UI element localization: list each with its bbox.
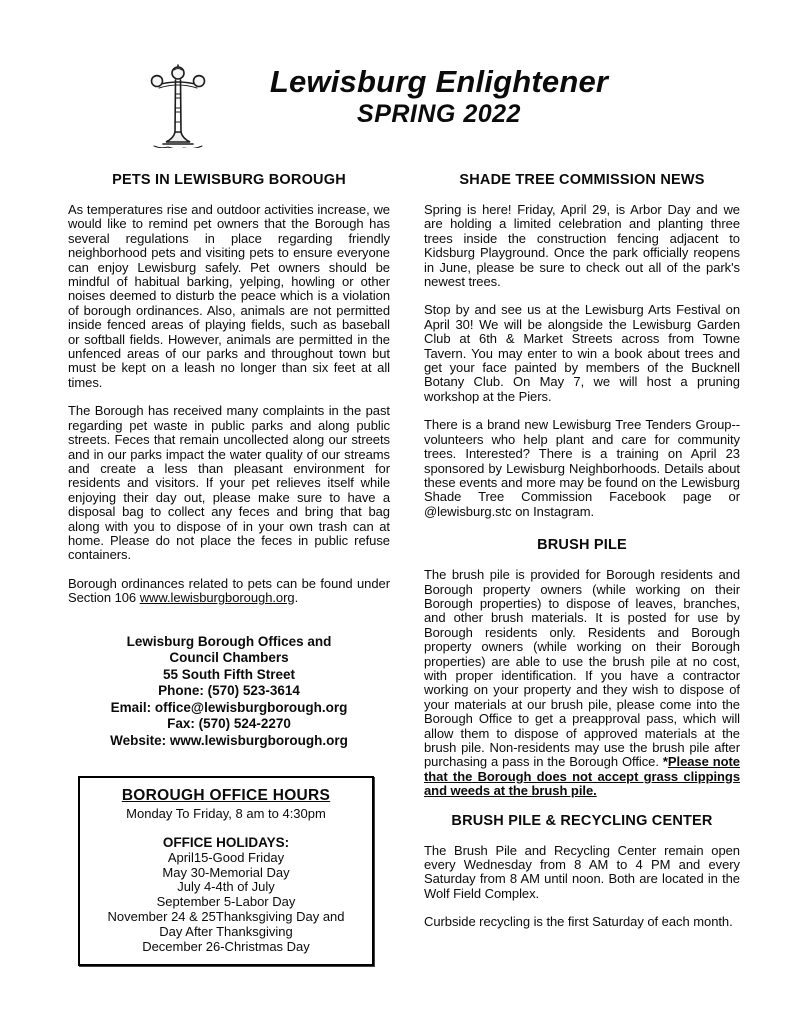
brush-pile-heading: BRUSH PILE [537, 537, 627, 554]
contact-line-fax: Fax: (570) 524-2270 [167, 716, 291, 732]
contact-line-chambers: Council Chambers [169, 650, 289, 666]
spacer [84, 822, 368, 835]
contact-line-offices: Lewisburg Borough Offices and [126, 633, 332, 649]
holiday-item: Day After Thanksgiving [159, 923, 293, 939]
holiday-item: November 24 & 25Thanksgiving Day and [107, 909, 345, 925]
office-hours-heading: BOROUGH OFFICE HOURS [121, 787, 331, 805]
borough-contact-block [68, 634, 390, 750]
recycling-paragraph-1: The Brush Pile and Recycling Center remain open every Wednesday from 8 AM to 4 PM and every Saturday from 8 AM until noon. Both are located in the Wolf Field Complex. [424, 842, 740, 901]
pets-heading: PETS IN LEWISBURG BOROUGH [112, 172, 346, 188]
newsletter-issue: SPRING 2022 [357, 100, 521, 128]
holiday-item: April15-Good Friday [167, 849, 285, 865]
left-column [68, 168, 390, 966]
pets-paragraph-1: As temperatures rise and outdoor activities increase, we would like to remind pet owners that the Borough has several regulations in place regarding friendly neighborhood pets and visiting pets to ensure everyone can enjoy Lewisburg safely. Pet owners should be mindful of habitual barking, yelping, howling or other noises deemed to disturb the peace which is a violation of borough ordinances. Also, animals are not permitted inside fenced areas of playing fields, such as baseball or softball fields. However, animals are permitted in the unfenced areas of our parks and throughout town but must be kept on a leash no longer than six feet at all times. [68, 202, 390, 390]
right-column [424, 168, 740, 966]
office-holidays-heading: OFFICE HOLIDAYS: [162, 834, 290, 850]
office-hours-schedule: Monday To Friday, 8 am to 4:30pm [126, 806, 326, 822]
holiday-item: July 4-4th of July [177, 879, 275, 895]
brush-pile-body: The brush pile is provided for Borough residents and Borough property owners (while working on their Borough properties) to dispose of leaves, branches, and other brush materials. It is posted for use by Borough residents only. Residents and Borough property owners (while working on their Borough properties) are able to use the brush pile at no cost, with proper identification. If you have a contractor working on your property and they wish to dispose of your materials at our brush pile, please come into the Borough Office to get a preapproval pass, which will allow them to dispose of approved materials at the brush pile. Non-residents may use the brush pile after purchasing a pass in the Borough Office. [424, 567, 740, 770]
brush-pile-note: Please note that the Borough does not accept grass clippings and weeds at the brush pile. [424, 754, 740, 799]
pets-paragraph-2: The Borough has received many complaints in the past regarding pet waste in public parks and along public streets. Feces that remain uncollected along our streets and in our parks impact the water quality of our streams and create a less than pleasant environment for residents and visitors. If your pet relieves itself while enjoying their day out, please make sure to have a disposal bag to collect any feces and bring that bag along with you to dispose of in your own trash can at home. Please do not place the feces in public refuse containers. [68, 403, 390, 563]
newsletter-columns [0, 168, 796, 966]
borough-website-link[interactable]: www.lewisburgborough.org [139, 590, 295, 606]
ordinance-suffix: . [294, 590, 299, 606]
pets-ordinance-note [68, 577, 390, 606]
brush-pile-paragraph [424, 568, 740, 799]
holiday-item: May 30-Memorial Day [162, 864, 290, 880]
title-block [0, 66, 796, 127]
recycling-heading: BRUSH PILE & RECYCLING CENTER [451, 812, 713, 829]
masthead [0, 0, 796, 168]
brush-pile-note-asterisk: * [662, 754, 668, 770]
contact-line-address: 55 South Fifth Street [162, 666, 295, 682]
shade-tree-paragraph-3: There is a brand new Lewisburg Tree Tenders Group--volunteers who help plant and care for community trees. Interested? There is a training on April 23 sponsored by Lewisburg Neighborhoods. Details about these events and more may be found on the Lewisburg Shade Tree Commission Facebook page or @lewisburg.stc on Instagram. [424, 417, 740, 519]
office-hours-box [78, 776, 374, 966]
holiday-item: September 5-Labor Day [156, 894, 296, 910]
holiday-item: December 26-Christmas Day [142, 938, 310, 954]
ordinance-text: Borough ordinances related to pets can be found under Section 106 [68, 575, 390, 606]
newsletter-title: Lewisburg Enlightener [269, 64, 609, 99]
contact-line-phone: Phone: (570) 523-3614 [158, 683, 300, 699]
shade-tree-paragraph-1: Spring is here! Friday, April 29, is Arbor Day and we are holding a limited celebration and planting three trees inside the construction fencing adjacent to Kidsburg Playground. Once the park officially reopens in June, please be sure to check out all of the park's newest trees. [424, 202, 740, 290]
shade-tree-heading: SHADE TREE COMMISSION NEWS [459, 172, 705, 188]
contact-line-email: Email: office@lewisburgborough.org [110, 699, 348, 715]
contact-line-website: Website: www.lewisburgborough.org [110, 732, 348, 748]
recycling-paragraph-2: Curbside recycling is the first Saturday of each month. [424, 914, 733, 930]
shade-tree-paragraph-2: Stop by and see us at the Lewisburg Arts Festival on April 30! We will be alongside the Lewisburg Garden Club at 6th & Market Streets across from Towne Tavern. You may enter to win a book about trees and get your face painted by members of the Bucknell Botany Club. On May 7, we will host a pruning workshop at the Piers. [424, 302, 740, 404]
